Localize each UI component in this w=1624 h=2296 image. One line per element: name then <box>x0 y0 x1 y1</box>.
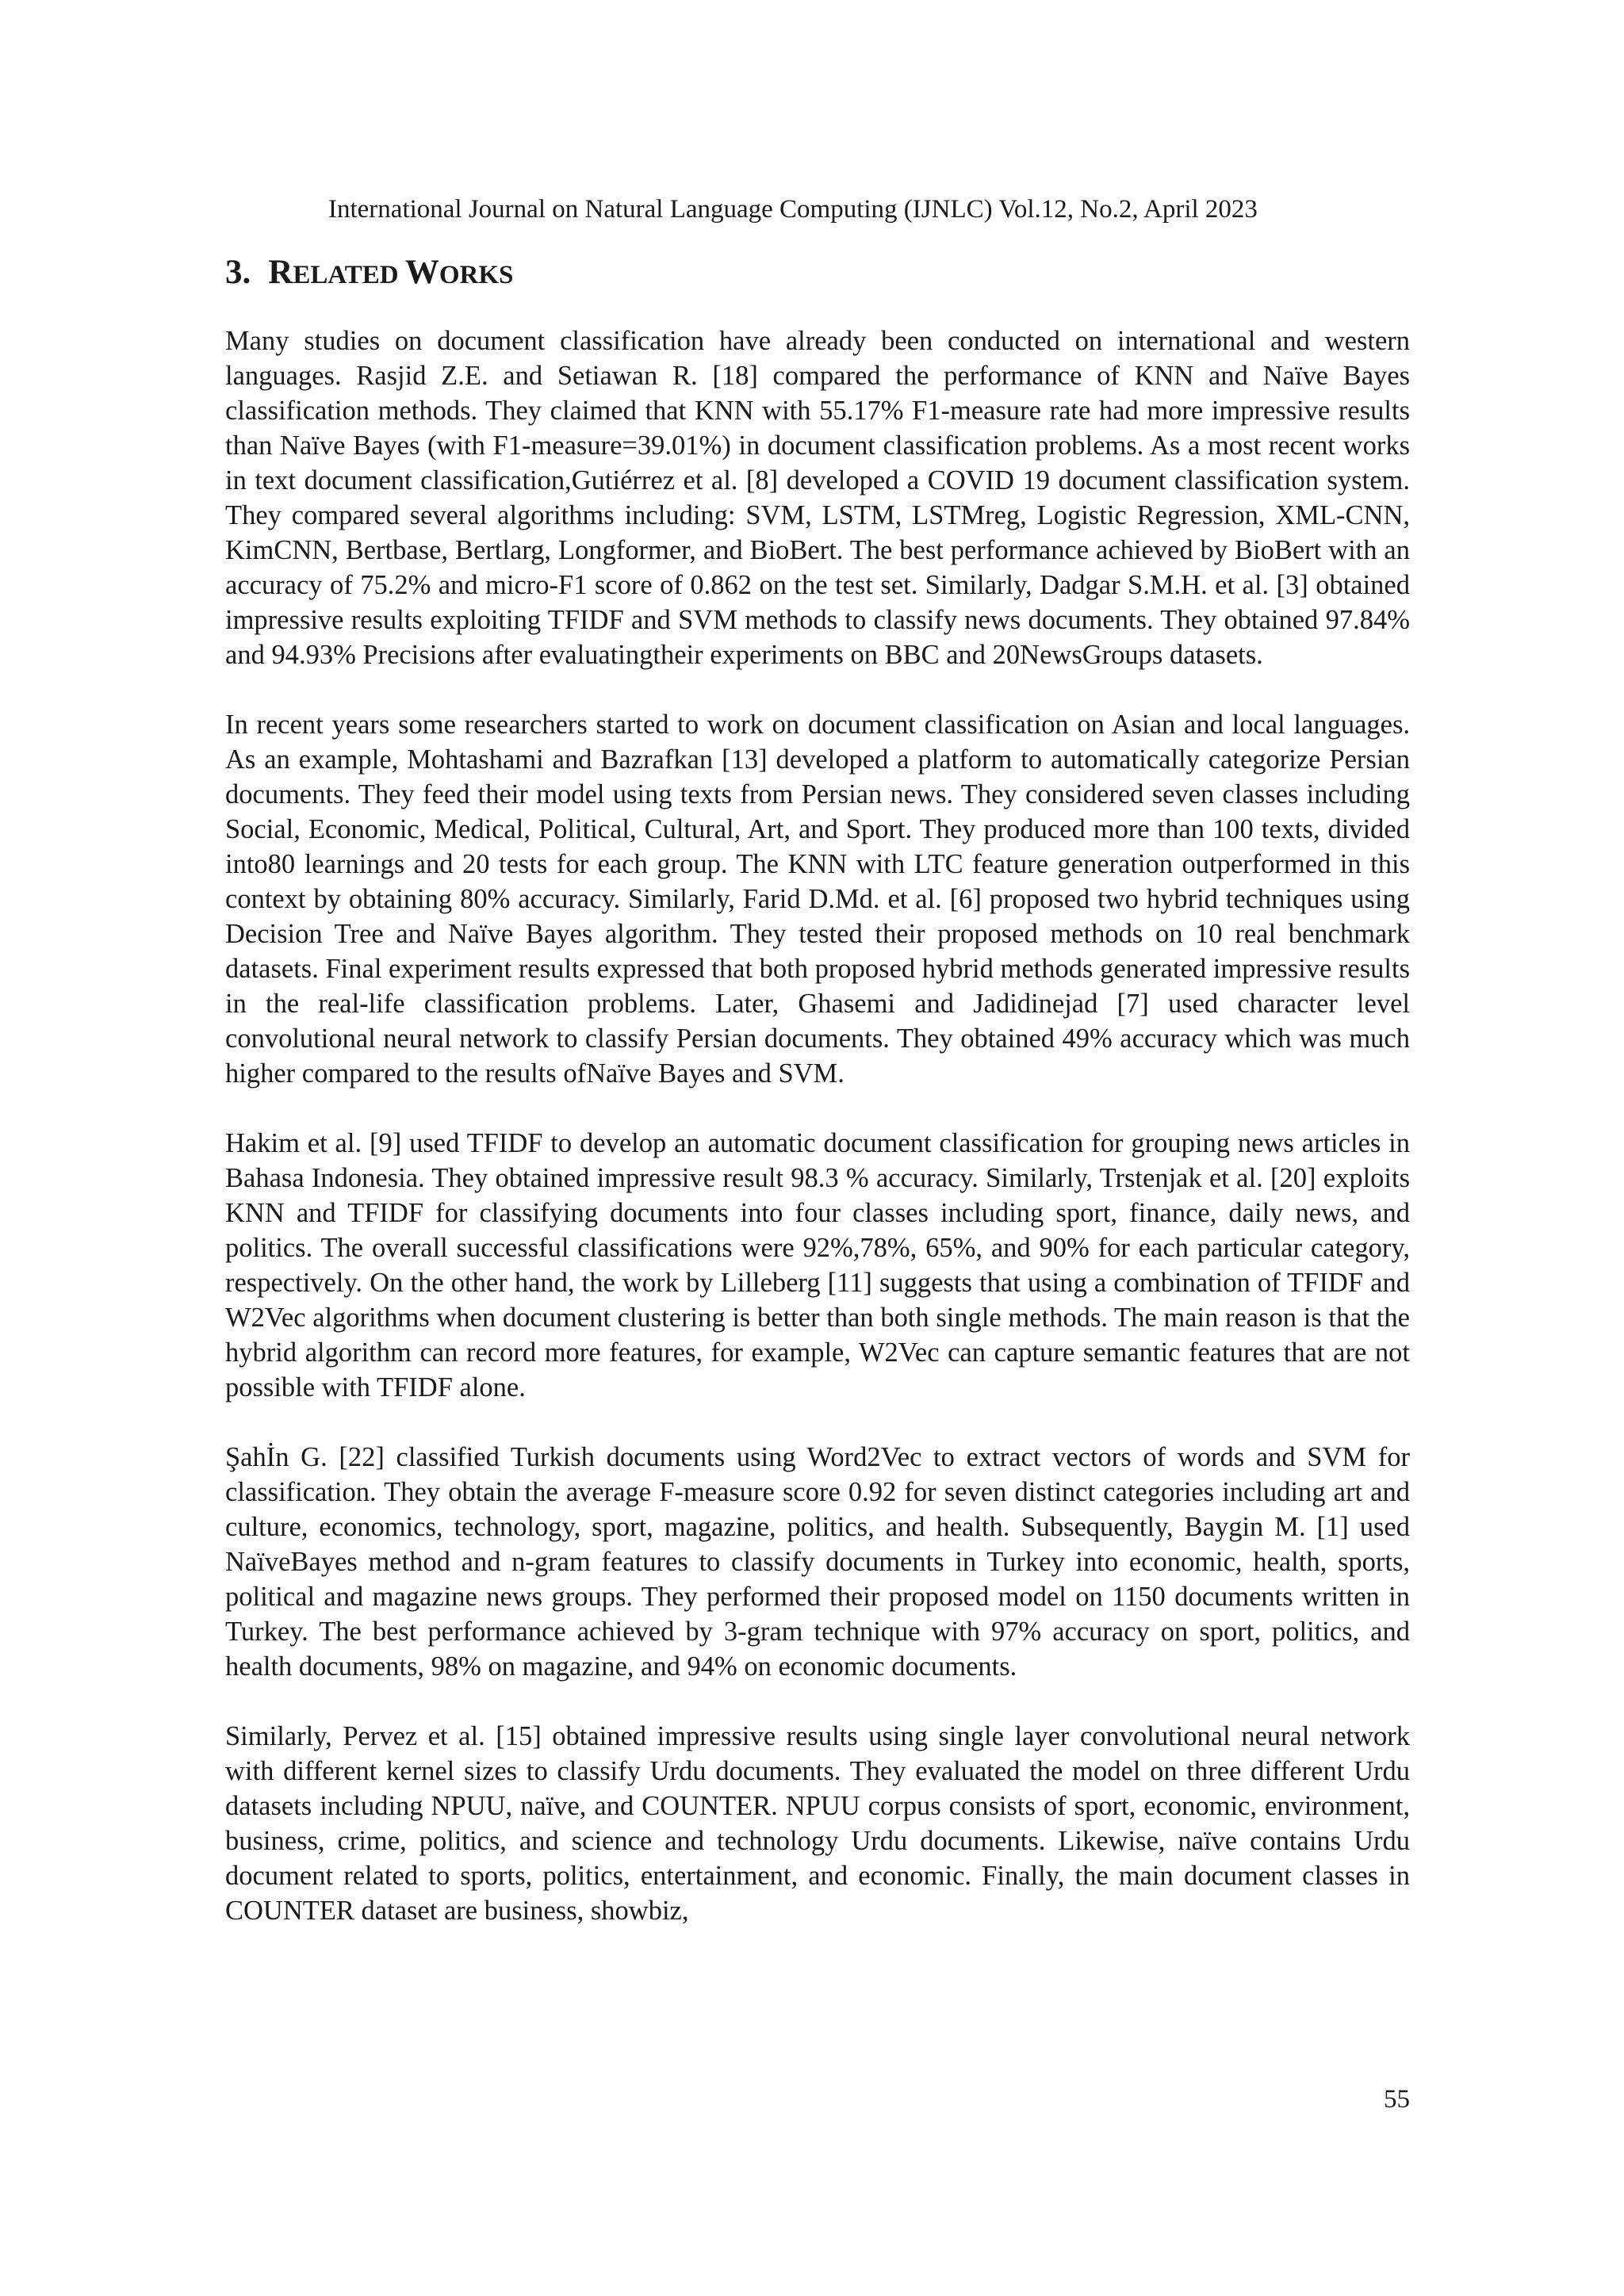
section-title-cap-1: R <box>268 254 293 291</box>
section-title-cap-2: W <box>404 254 439 291</box>
section-number: 3. <box>225 254 251 291</box>
paragraph-4: Şahİn G. [22] classified Turkish documents using Word2Vec to extract vectors of words and SVM for classification. They obtain the average F-measure score 0.92 for seven distinct categories including art and culture, economics, technology, sport, magazine, politics, and health. Subsequently, Baygin M. [1] used NaïveBayes method and n-gram features to classify documents in Turkey into economic, health, sports, political and magazine news groups. They performed their proposed model on 1150 documents written in Turkey. The best performance achieved by 3-gram technique with 97% accuracy on sport, politics, and health documents, 98% on magazine, and 94% on economic documents. <box>225 1442 1410 1682</box>
running-header: International Journal on Natural Language Computing (IJNLC) Vol.12, No.2, April 2023 <box>328 195 1258 224</box>
paragraph-5: Similarly, Pervez et al. [15] obtained impressive results using single layer convolutional neural network with different kernel sizes to classify Urdu documents. They evaluated the model on three different Urdu datasets including NPUU, naïve, and COUNTER. NPUU corpus consists of sport, economic, environment, business, crime, politics, and science and technology Urdu documents. Likewise, naïve contains Urdu document related to sports, politics, entertainment, and economic. Finally, the main document classes in COUNTER dataset are business, showbiz, <box>225 1721 1410 1926</box>
section-title-rest-2: ORKS <box>439 261 514 289</box>
section-body <box>225 323 1410 1963</box>
paragraph-3: Hakim et al. [9] used TFIDF to develop an automatic document classification for grouping news articles in Bahasa Indonesia. They obtained impressive result 98.3 % accuracy. Similarly, Trstenjak et al. [20] exploits KNN and TFIDF for classifying documents into four classes including sport, finance, daily news, and politics. The overall successful classifications were 92%,78%, 65%, and 90% for each particular category, respectively. On the other hand, the work by Lilleberg [11] suggests that using a combination of TFIDF and W2Vec algorithms when document clustering is better than both single methods. The main reason is that the hybrid algorithm can record more features, for example, W2Vec can capture semantic features that are not possible with TFIDF alone. <box>225 1128 1410 1402</box>
section-title-rest-1: ELATED <box>293 261 405 289</box>
paragraph-2: In recent years some researchers started to work on document classification on Asian and local languages. As an example, Mohtashami and Bazrafkan [13] developed a platform to automatically categorize Persian documents. They feed their model using texts from Persian news. They considered seven classes including Social, Economic, Medical, Political, Cultural, Art, and Sport. They produced more than 100 texts, divided into80 learnings and 20 tests for each group. The KNN with LTC feature generation outperformed in this context by obtaining 80% accuracy. Similarly, Farid D.Md. et al. [6] proposed two hybrid techniques using Decision Tree and Naïve Bayes algorithm. They tested their proposed methods on 10 real benchmark datasets. Final experiment results expressed that both proposed hybrid methods generated impressive results in the real-life classification problems. Later, Ghasemi and Jadidinejad [7] used character level convolutional neural network to classify Persian documents. They obtained 49% accuracy which was much higher compared to the results ofNaïve Bayes and SVM. <box>225 710 1410 1089</box>
paragraph-1: Many studies on document classification have already been conducted on international and western languages. Rasjid Z.E. and Setiawan R. [18] compared the performance of KNN and Naïve Bayes classification methods. They claimed that KNN with 55.17% F1-measure rate had more impressive results than Naïve Bayes (with F1-measure=39.01%) in document classification problems. As a most recent works in text document classification,Gutiérrez et al. [8] developed a COVID 19 document classification system. They compared several algorithms including: SVM, LSTM, LSTMreg, Logistic Regression, XML-CNN, KimCNN, Bertbase, Bertlarg, Longformer, and BioBert. The best performance achieved by BioBert with an accuracy of 75.2% and micro-F1 score of 0.862 on the test set. Similarly, Dadgar S.M.H. et al. [3] obtained impressive results exploiting TFIDF and SVM methods to classify news documents. They obtained 97.84% and 94.93% Precisions after evaluatingtheir experiments on BBC and 20NewsGroups datasets. <box>225 326 1410 670</box>
page-number: 55 <box>1384 2085 1410 2114</box>
section-heading <box>225 252 513 296</box>
